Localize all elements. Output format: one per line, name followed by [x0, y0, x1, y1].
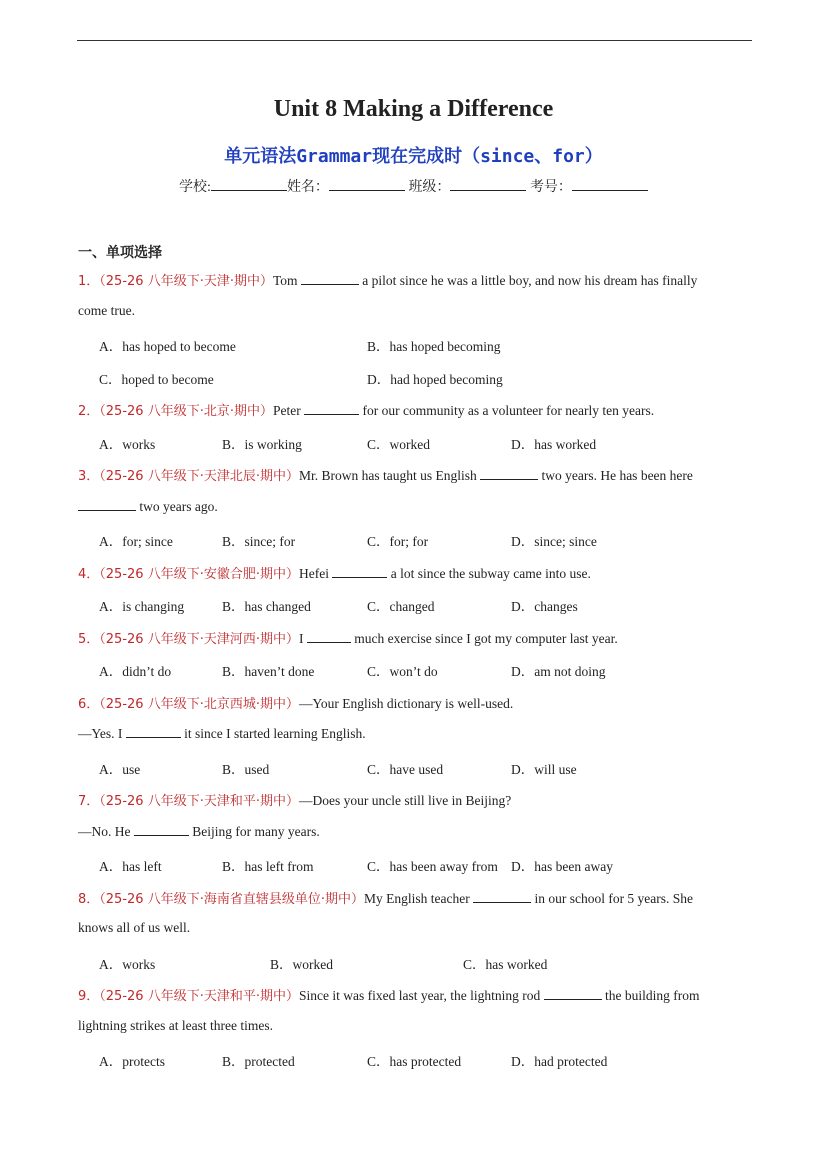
q9-option-d[interactable]: D．had protected	[511, 1054, 608, 1069]
question-5: 5．（25-26 八年级下·天津河西·期中）I much exercise since I got my computer last year.	[78, 631, 618, 647]
question-6: 6．（25-26 八年级下·北京西城·期中）—Your English dictionary is well-used.	[78, 696, 514, 712]
q9-option-b[interactable]: B．protected	[222, 1054, 295, 1069]
q2-option-a[interactable]: A．works	[99, 437, 156, 452]
q4-option-d[interactable]: D．changes	[511, 599, 578, 614]
q7-option-a[interactable]: A．has left	[99, 859, 162, 874]
q4-option-b[interactable]: B．has changed	[222, 599, 311, 614]
exam-no-label: 考号：	[529, 180, 572, 195]
question-source: （25-26 八年级下·天津河西·期中）	[99, 632, 299, 647]
question-number: 5．	[78, 632, 100, 647]
name-label: 姓名：	[286, 180, 329, 195]
q6-option-a[interactable]: A．use	[99, 762, 141, 777]
q5-option-d[interactable]: D．am not doing	[511, 664, 606, 679]
q8-option-b[interactable]: B．worked	[270, 957, 333, 972]
question-7-cont: —No. He Beijing for many years.	[78, 824, 320, 839]
question-7: 7．（25-26 八年级下·天津和平·期中）—Does your uncle still live in Beijing?	[78, 793, 512, 809]
q9-option-c[interactable]: C．has protected	[367, 1054, 462, 1069]
answer-blank	[126, 725, 181, 738]
question-8-cont: knows all of us well.	[78, 920, 191, 935]
answer-blank	[544, 987, 602, 1000]
q5-option-c[interactable]: C．won’t do	[367, 664, 438, 679]
question-source: （25-26 八年级下·安徽合肥·期中）	[99, 567, 299, 582]
question-4: 4．（25-26 八年级下·安徽合肥·期中）Hefei a lot since the subway came into use.	[78, 566, 591, 582]
answer-blank	[307, 630, 351, 643]
q4-option-c[interactable]: C．changed	[367, 599, 435, 614]
exam-no-blank	[572, 178, 648, 191]
question-source: （25-26 八年级下·天津和平·期中）	[99, 989, 299, 1004]
question-number: 6．	[78, 697, 100, 712]
q6-option-c[interactable]: C．have used	[367, 762, 444, 777]
question-number: 4．	[78, 567, 100, 582]
q1-option-c[interactable]: C．hoped to become	[99, 372, 214, 387]
answer-blank	[480, 467, 538, 480]
question-number: 1．	[78, 274, 100, 289]
q5-option-b[interactable]: B．haven’t done	[222, 664, 315, 679]
question-source: （25-26 八年级下·北京西城·期中）	[99, 697, 299, 712]
question-3: 3．（25-26 八年级下·天津北辰·期中）Mr. Brown has taught us English two years. He has been here	[78, 468, 693, 484]
class-label: 班级：	[408, 180, 451, 195]
answer-blank	[134, 823, 189, 836]
question-source: （25-26 八年级下·天津北辰·期中）	[99, 469, 299, 484]
question-2: 2．（25-26 八年级下·北京·期中）Peter for our community as a volunteer for nearly ten years.	[78, 403, 655, 419]
answer-blank	[473, 890, 531, 903]
question-number: 2．	[78, 404, 100, 419]
q1-option-b[interactable]: B．has hoped becoming	[367, 339, 501, 354]
q7-option-b[interactable]: B．has left from	[222, 859, 314, 874]
question-6-cont: —Yes. I it since I started learning English.	[78, 726, 366, 741]
answer-blank	[78, 498, 136, 511]
q4-option-a[interactable]: A．is changing	[99, 599, 185, 614]
q8-option-a[interactable]: A．works	[99, 957, 156, 972]
school-label: 学校:	[179, 180, 211, 195]
q3-option-a[interactable]: A．for; since	[99, 534, 173, 549]
q7-option-c[interactable]: C．has been away from	[367, 859, 498, 874]
answer-blank	[332, 565, 387, 578]
answer-blank	[304, 402, 359, 415]
class-blank	[450, 178, 526, 191]
question-source: （25-26 八年级下·海南省直辖县级单位·期中）	[99, 892, 364, 907]
q3-option-b[interactable]: B．since; for	[222, 534, 296, 549]
q3-option-d[interactable]: D．since; since	[511, 534, 597, 549]
question-3-cont: two years ago.	[78, 498, 218, 515]
q5-option-a[interactable]: A．didn’t do	[99, 664, 172, 679]
question-1-cont: come true.	[78, 303, 135, 318]
page-title: Unit 8 Making a Difference	[273, 96, 554, 122]
question-source: （25-26 八年级下·天津·期中）	[99, 274, 273, 289]
q7-option-d[interactable]: D．has been away	[511, 859, 613, 874]
q2-option-d[interactable]: D．has worked	[511, 437, 597, 452]
name-blank	[329, 178, 405, 191]
q2-option-c[interactable]: C．worked	[367, 437, 430, 452]
q6-option-d[interactable]: D．will use	[511, 762, 577, 777]
q1-option-d[interactable]: D．had hoped becoming	[367, 372, 503, 387]
q8-option-c[interactable]: C．has worked	[463, 957, 548, 972]
question-8: 8．（25-26 八年级下·海南省直辖县级单位·期中）My English teacher in our school for 5 years. She	[78, 891, 694, 907]
school-blank	[211, 178, 287, 191]
question-number: 8．	[78, 892, 100, 907]
section-title: 一、单项选择	[78, 245, 162, 261]
question-number: 9．	[78, 989, 100, 1004]
student-info-row	[0, 176, 827, 196]
answer-blank	[301, 272, 359, 285]
q6-option-b[interactable]: B．used	[222, 762, 270, 777]
question-number: 3．	[78, 469, 100, 484]
page-subtitle: 单元语法Grammar现在完成时（since、for）	[224, 146, 603, 167]
q2-option-b[interactable]: B．is working	[222, 437, 302, 452]
q1-option-a[interactable]: A．has hoped to become	[99, 339, 236, 354]
question-9: 9．（25-26 八年级下·天津和平·期中）Since it was fixed last year, the lightning rod the building from	[78, 988, 700, 1004]
q3-option-c[interactable]: C．for; for	[367, 534, 429, 549]
question-source: （25-26 八年级下·北京·期中）	[99, 404, 273, 419]
header-rule	[77, 40, 752, 41]
question-1: 1．（25-26 八年级下·天津·期中）Tom a pilot since he was a little boy, and now his dream has finally	[78, 273, 698, 289]
question-9-cont: lightning strikes at least three times.	[78, 1018, 273, 1033]
question-number: 7．	[78, 794, 100, 809]
q9-option-a[interactable]: A．protects	[99, 1054, 165, 1069]
question-source: （25-26 八年级下·天津和平·期中）	[99, 794, 299, 809]
